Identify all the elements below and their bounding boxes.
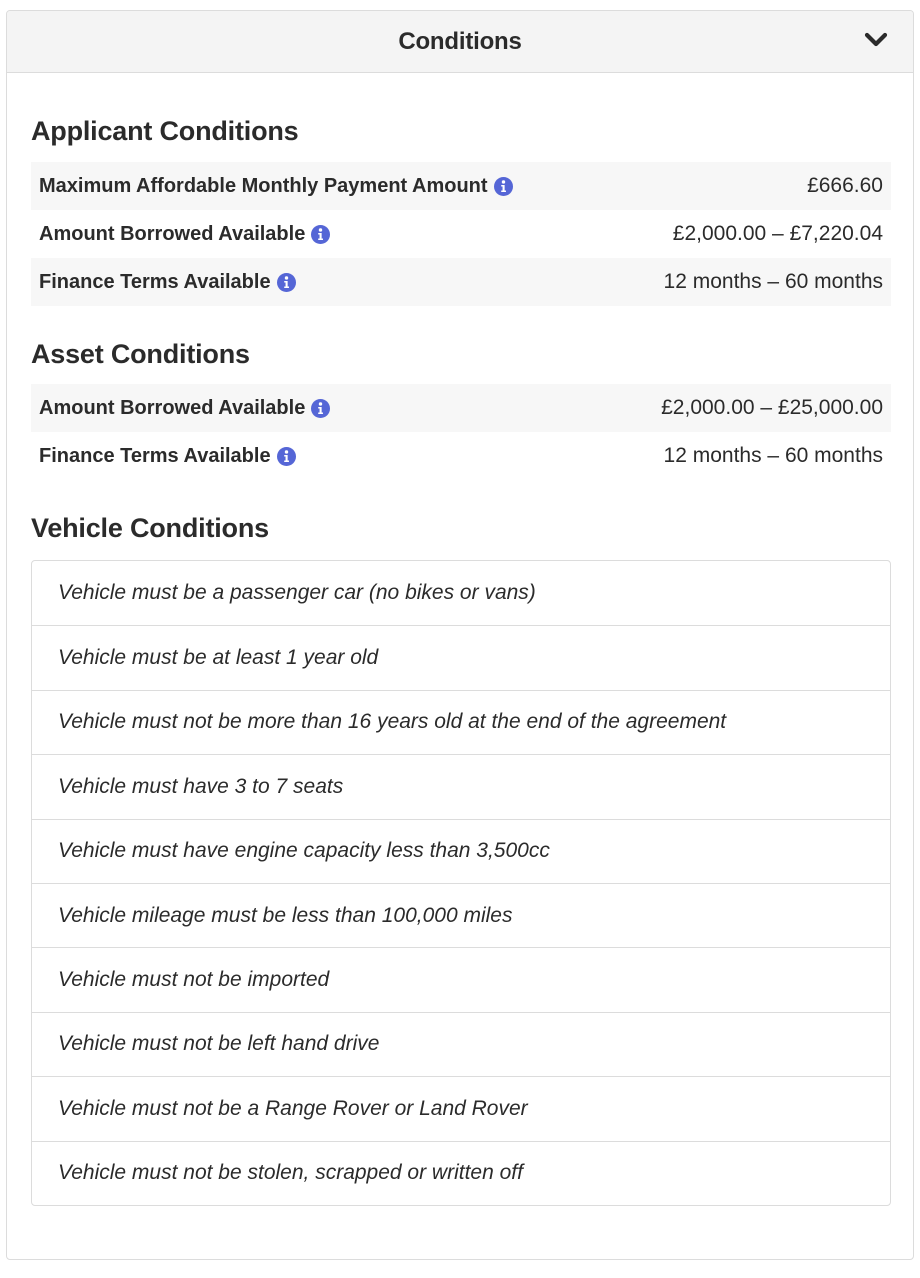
list-item: Vehicle mileage must be less than 100,000 miles: [32, 883, 890, 947]
conditions-panel-header[interactable]: [7, 11, 913, 73]
row-label: Maximum Affordable Monthly Payment Amount: [39, 174, 488, 197]
applicant-conditions-table: [31, 162, 891, 306]
row-value: £666.60: [807, 174, 883, 197]
conditions-panel: [6, 10, 914, 1260]
list-item: Vehicle must not be a Range Rover or Land Rover: [32, 1076, 890, 1140]
list-item: Vehicle must not be left hand drive: [32, 1012, 890, 1076]
table-row: [31, 432, 891, 480]
vehicle-conditions-heading: Vehicle Conditions: [31, 513, 269, 543]
row-value: £2,000.00 – £25,000.00: [661, 396, 883, 419]
row-value: 12 months – 60 months: [663, 444, 883, 467]
panel-body: [7, 73, 913, 1206]
table-row: [31, 210, 891, 258]
asset-conditions-table: [31, 384, 891, 480]
info-icon[interactable]: [277, 273, 296, 292]
row-value: 12 months – 60 months: [663, 270, 883, 293]
row-label: Amount Borrowed Available: [39, 222, 306, 245]
info-icon[interactable]: [277, 447, 296, 466]
list-item: Vehicle must have 3 to 7 seats: [32, 754, 890, 818]
chevron-down-icon[interactable]: [863, 29, 889, 51]
asset-conditions-heading: Asset Conditions: [31, 339, 250, 369]
list-item: Vehicle must not be more than 16 years old at the end of the agreement: [32, 690, 890, 754]
info-icon[interactable]: [494, 177, 513, 196]
list-item: Vehicle must be at least 1 year old: [32, 625, 890, 689]
table-row: [31, 162, 891, 210]
table-row: [31, 384, 891, 432]
list-item: Vehicle must have engine capacity less than 3,500cc: [32, 819, 890, 883]
vehicle-conditions-list: [31, 560, 891, 1206]
applicant-conditions-heading: Applicant Conditions: [31, 116, 299, 146]
panel-title: Conditions: [398, 27, 522, 55]
table-row: [31, 258, 891, 306]
row-label: Finance Terms Available: [39, 444, 271, 467]
row-label: Amount Borrowed Available: [39, 396, 306, 419]
list-item: Vehicle must not be imported: [32, 947, 890, 1011]
row-label: Finance Terms Available: [39, 270, 271, 293]
row-value: £2,000.00 – £7,220.04: [672, 222, 883, 245]
list-item: Vehicle must be a passenger car (no bikes or vans): [58, 581, 536, 605]
info-icon[interactable]: [311, 225, 330, 244]
info-icon[interactable]: [311, 399, 330, 418]
list-item: Vehicle must not be stolen, scrapped or written off: [32, 1141, 890, 1205]
